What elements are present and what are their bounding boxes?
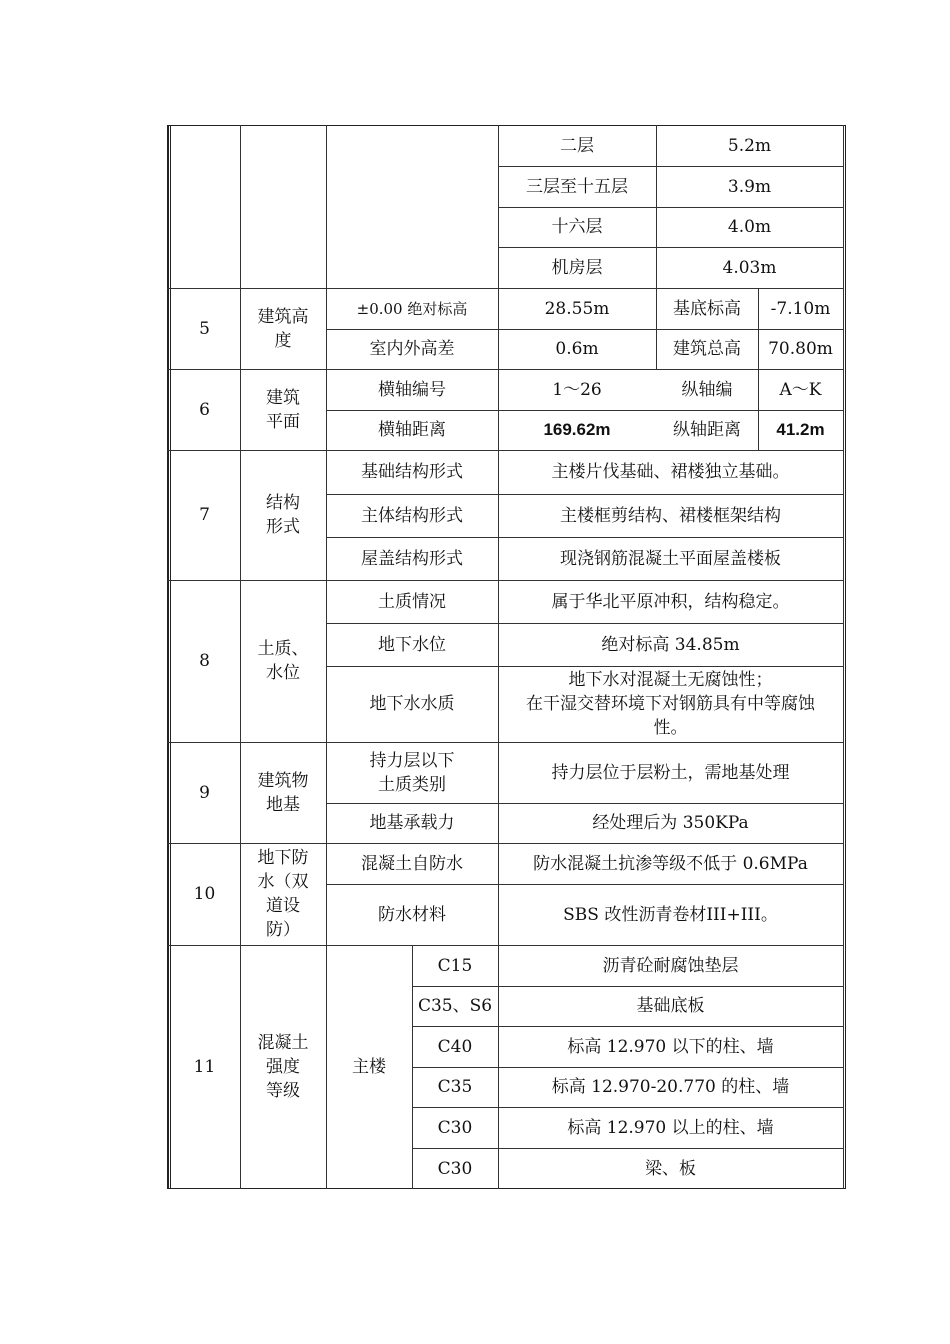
row-number: 7 [199,505,210,525]
value-cell: 现浇钢筋混凝土平面屋盖楼板 [560,548,781,569]
row-number: 10 [193,884,216,904]
grade-cell: C30 [437,1117,473,1138]
label-cell: 横轴距离 [378,420,446,440]
row-title: 土质、 水位 [257,639,309,683]
value-cell: 主楼片伐基础、裙楼独立基础。 [551,462,790,482]
label-cell: 地基承载力 [369,813,455,833]
label-cell: 土质情况 [378,591,446,612]
floor-name-cell: 十六层 [551,217,603,237]
floor-name-cell: 二层 [560,135,594,156]
grade-cell: C15 [437,955,473,976]
row-title: 结构 形式 [266,493,300,537]
row-number: 8 [199,651,210,671]
row-number: 9 [199,782,210,803]
floor-height-cell: 5.2m [727,135,772,156]
value-cell: 28.55m [544,298,610,319]
value-cell: SBS 改性沥青卷材III+III。 [563,904,778,925]
grid-line [843,125,844,1189]
value-cell: 1～26 [552,379,602,400]
label-cell: 纵轴距离 [673,420,741,440]
floor-height-cell: 3.9m [727,176,772,197]
value-cell: 绝对标高 34.85m [601,634,740,655]
value-cell: 地下水对混凝土无腐蚀性； 在干湿交替环境下对钢筋具有中等腐蚀 性。 [526,670,815,738]
grade-cell: C30 [437,1158,473,1179]
row-number: 6 [199,399,210,420]
label-cell: 屋盖结构形式 [361,548,463,569]
value-cell: 持力层位于层粉土，需地基处理 [551,762,790,783]
value-cell: 70.80m [768,339,833,359]
label-cell: 主体结构形式 [361,505,463,526]
use-cell: 标高 12.970-20.770 的柱、墙 [551,1077,790,1097]
value-cell: 属于华北平原冲积，结构稳定。 [551,591,790,612]
value-cell: 主楼框剪结构、裙楼框架结构 [560,505,781,526]
row-title: 建筑 平面 [266,387,300,432]
use-cell: 沥青砼耐腐蚀垫层 [602,955,739,976]
value-cell: 169.62m [543,420,611,439]
label-cell: ±0.00 绝对标高 [356,299,468,318]
grade-cell: C35、S6 [417,996,493,1016]
label-cell: 混凝土自防水 [361,853,463,874]
row-number: 11 [193,1057,216,1077]
value-cell: 41.2m [776,420,825,439]
label-cell: 建筑总高 [673,339,741,359]
use-cell: 标高 12.970 以下的柱、墙 [567,1036,774,1057]
row-number: 5 [199,318,210,339]
value-cell: 0.6m [555,339,599,359]
label-cell: 横轴编号 [378,379,446,400]
label-cell: 地下水位 [378,634,446,655]
floor-height-cell: 4.03m [722,257,777,278]
use-cell: 基础底板 [636,996,705,1016]
use-cell: 标高 12.970 以上的柱、墙 [567,1117,774,1138]
floor-name-cell: 三层至十五层 [526,176,628,197]
floor-name-cell: 机房层 [551,257,603,278]
label-cell: 基础结构形式 [361,462,463,482]
row-title: 建筑高 度 [257,306,309,351]
label-cell: 持力层以下 土质类别 [369,750,455,795]
grade-cell: C35 [437,1077,473,1097]
sub-title: 主楼 [352,1057,386,1077]
row-title: 地下防 水（双 道设 防） [257,848,309,940]
floor-height-cell: 4.0m [727,217,772,237]
label-cell: 地下水水质 [369,694,455,714]
label-cell: 防水材料 [378,904,446,925]
value-cell: 防水混凝土抗渗等级不低于 0.6MPa [533,853,808,874]
label-cell: 纵轴编 [681,379,733,400]
value-cell: 经处理后为 350KPa [592,813,749,833]
row-title: 建筑物 地基 [257,770,309,815]
value-cell: A～K [779,379,822,400]
label-cell: 基底标高 [673,298,741,319]
grade-cell: C40 [437,1036,473,1057]
value-cell: -7.10m [770,298,831,319]
row-title: 混凝土 强度 等级 [257,1033,309,1101]
label-cell: 室内外高差 [369,339,455,359]
use-cell: 梁、板 [645,1158,696,1179]
